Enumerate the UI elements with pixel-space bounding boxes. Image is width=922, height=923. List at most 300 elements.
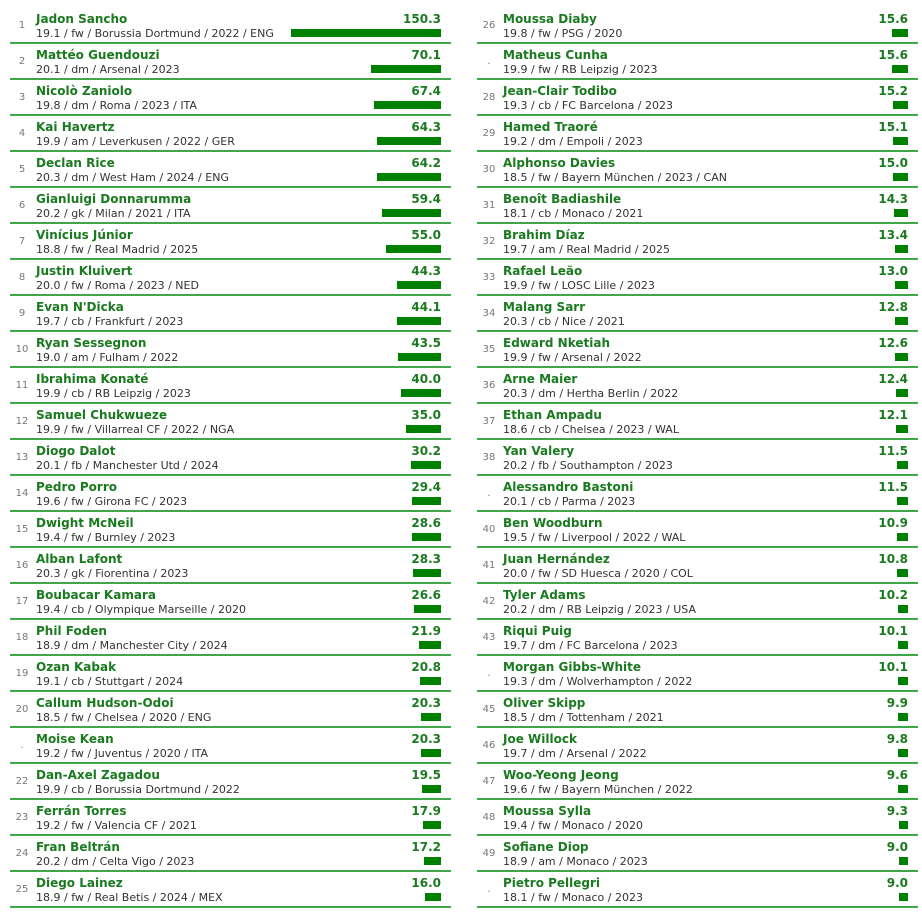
value-bar	[896, 389, 908, 397]
value-label: 15.1	[878, 120, 908, 134]
value-label: 20.3	[411, 696, 441, 710]
rank-label: 11	[15, 380, 29, 391]
rank-label: 33	[482, 272, 496, 283]
player-info: 20.3 / dm / West Ham / 2024 / ENG	[36, 171, 229, 184]
value-label: 9.9	[886, 696, 908, 710]
value-label: 17.9	[411, 804, 441, 818]
player-row	[10, 8, 451, 44]
player-info: 18.5 / fw / Chelsea / 2020 / ENG	[36, 711, 212, 724]
rank-label: 30	[482, 164, 496, 175]
player-info: 20.2 / dm / RB Leipzig / 2023 / USA	[503, 603, 696, 616]
value-bar	[421, 713, 441, 721]
player-info: 19.7 / cb / Frankfurt / 2023	[36, 315, 184, 328]
player-row	[10, 224, 451, 260]
rank-label: 34	[482, 308, 496, 319]
player-info: 18.8 / fw / Real Madrid / 2025	[36, 243, 199, 256]
player-row	[477, 548, 918, 584]
player-name: Pietro Pellegri	[503, 876, 601, 890]
player-row	[10, 548, 451, 584]
player-name: Ferrán Torres	[36, 804, 127, 818]
player-info: 20.1 / cb / Parma / 2023	[503, 495, 636, 508]
value-label: 64.3	[411, 120, 441, 134]
value-label: 13.0	[878, 264, 908, 278]
value-bar	[420, 677, 441, 685]
value-label: 9.8	[886, 732, 908, 746]
value-bar	[401, 389, 441, 397]
player-row	[10, 800, 451, 836]
value-label: 10.1	[878, 624, 908, 638]
player-info: 19.9 / fw / Arsenal / 2022	[503, 351, 642, 364]
value-bar	[406, 425, 441, 433]
rank-label: 20	[15, 704, 29, 715]
player-name: Ozan Kabak	[36, 660, 117, 674]
player-name: Moussa Diaby	[503, 12, 597, 26]
value-label: 26.6	[411, 588, 441, 602]
rank-label: 16	[15, 560, 29, 571]
value-label: 15.0	[878, 156, 908, 170]
rank-label: 24	[15, 848, 29, 859]
player-info: 19.1 / cb / Stuttgart / 2024	[36, 675, 184, 688]
player-row	[477, 152, 918, 188]
rank-label: 38	[482, 452, 496, 463]
player-info: 19.8 / fw / PSG / 2020	[503, 27, 623, 40]
value-bar	[374, 101, 441, 109]
player-name: Morgan Gibbs-White	[503, 660, 642, 674]
player-name: Vinícius Júnior	[36, 228, 133, 242]
player-info: 20.3 / dm / Hertha Berlin / 2022	[503, 387, 679, 400]
player-info: 18.9 / dm / Manchester City / 2024	[36, 639, 228, 652]
player-row	[10, 512, 451, 548]
player-row	[10, 404, 451, 440]
player-name: Benoît Badiashile	[503, 192, 622, 206]
player-info: 19.2 / fw / Juventus / 2020 / ITA	[36, 747, 209, 760]
value-bar	[397, 281, 441, 289]
player-row	[477, 188, 918, 224]
rank-label: 48	[482, 812, 496, 823]
value-label: 15.6	[878, 12, 908, 26]
value-label: 10.8	[878, 552, 908, 566]
value-bar	[413, 569, 441, 577]
value-bar	[398, 353, 441, 361]
value-label: 40.0	[411, 372, 441, 386]
value-label: 12.4	[878, 372, 908, 386]
value-label: 35.0	[411, 408, 441, 422]
rank-label: .	[487, 488, 491, 499]
value-bar	[425, 893, 441, 901]
player-row	[477, 836, 918, 872]
rank-label: .	[487, 884, 491, 895]
player-name: Juan Hernández	[503, 552, 610, 566]
player-info: 18.9 / am / Monaco / 2023	[503, 855, 648, 868]
player-name: Ibrahima Konaté	[36, 372, 149, 386]
rank-label: 25	[15, 884, 29, 895]
player-name: Joe Willock	[503, 732, 577, 746]
player-info: 19.7 / dm / FC Barcelona / 2023	[503, 639, 678, 652]
player-row	[10, 620, 451, 656]
value-label: 12.1	[878, 408, 908, 422]
player-info: 20.3 / gk / Fiorentina / 2023	[36, 567, 189, 580]
player-name: Edward Nketiah	[503, 336, 610, 350]
player-row	[477, 8, 918, 44]
player-row	[477, 764, 918, 800]
player-info: 20.1 / dm / Arsenal / 2023	[36, 63, 180, 76]
value-label: 17.2	[411, 840, 441, 854]
value-bar	[377, 137, 441, 145]
player-row	[10, 44, 451, 80]
player-row	[477, 512, 918, 548]
player-info: 18.5 / fw / Bayern München / 2023 / CAN	[503, 171, 727, 184]
player-name: Tyler Adams	[503, 588, 586, 602]
rank-label: 4	[18, 128, 26, 139]
player-row	[477, 656, 918, 692]
player-row	[477, 440, 918, 476]
rank-label: 28	[482, 92, 496, 103]
rank-label: 9	[18, 308, 26, 319]
value-label: 21.9	[411, 624, 441, 638]
player-info: 19.2 / fw / Valencia CF / 2021	[36, 819, 197, 832]
value-label: 15.6	[878, 48, 908, 62]
player-row	[477, 620, 918, 656]
value-label: 14.3	[878, 192, 908, 206]
player-row	[10, 188, 451, 224]
value-bar	[895, 353, 908, 361]
player-info: 19.9 / fw / Villarreal CF / 2022 / NGA	[36, 423, 235, 436]
value-label: 13.4	[878, 228, 908, 242]
value-label: 70.1	[411, 48, 441, 62]
player-row	[10, 332, 451, 368]
player-info: 20.3 / cb / Nice / 2021	[503, 315, 625, 328]
value-label: 19.5	[411, 768, 441, 782]
value-label: 28.3	[411, 552, 441, 566]
ranking-column-left	[10, 8, 451, 908]
value-bar	[899, 821, 908, 829]
value-bar	[897, 461, 908, 469]
player-row	[477, 260, 918, 296]
value-bar	[377, 173, 441, 181]
rank-label: .	[20, 740, 24, 751]
value-bar	[422, 785, 441, 793]
rank-label: 35	[482, 344, 496, 355]
player-name: Pedro Porro	[36, 480, 117, 494]
rank-label: 47	[482, 776, 496, 787]
player-name: Justin Kluivert	[36, 264, 133, 278]
value-bar	[892, 65, 908, 73]
player-name: Dwight McNeil	[36, 516, 134, 530]
value-label: 16.0	[411, 876, 441, 890]
value-label: 10.9	[878, 516, 908, 530]
rank-label: 12	[15, 416, 29, 427]
player-name: Moise Kean	[36, 732, 114, 746]
player-row	[10, 656, 451, 692]
value-bar	[898, 749, 908, 757]
player-row	[477, 44, 918, 80]
rank-label: 26	[482, 20, 496, 31]
value-bar	[898, 785, 908, 793]
value-bar	[386, 245, 441, 253]
value-label: 10.1	[878, 660, 908, 674]
value-label: 44.1	[411, 300, 441, 314]
player-name: Boubacar Kamara	[36, 588, 156, 602]
rank-label: 42	[482, 596, 496, 607]
value-label: 44.3	[411, 264, 441, 278]
rank-label: 36	[482, 380, 496, 391]
value-bar	[898, 605, 908, 613]
value-label: 59.4	[411, 192, 441, 206]
value-bar	[893, 137, 908, 145]
player-row	[477, 296, 918, 332]
player-name: Ethan Ampadu	[503, 408, 602, 422]
player-name: Riqui Puig	[503, 624, 572, 638]
rank-label: 29	[482, 128, 496, 139]
value-bar	[371, 65, 441, 73]
value-label: 64.2	[411, 156, 441, 170]
player-row	[10, 584, 451, 620]
player-name: Ryan Sessegnon	[36, 336, 147, 350]
rank-label: 49	[482, 848, 496, 859]
rank-label: 14	[15, 488, 29, 499]
value-bar	[899, 893, 908, 901]
player-info: 19.7 / dm / Arsenal / 2022	[503, 747, 647, 760]
player-info: 19.9 / cb / Borussia Dortmund / 2022	[36, 783, 240, 796]
player-name: Malang Sarr	[503, 300, 586, 314]
value-bar	[895, 317, 908, 325]
player-name: Arne Maier	[503, 372, 578, 386]
value-label: 15.2	[878, 84, 908, 98]
player-info: 20.2 / fb / Southampton / 2023	[503, 459, 673, 472]
player-row	[477, 368, 918, 404]
player-info: 19.9 / fw / LOSC Lille / 2023	[503, 279, 655, 292]
player-name: Matheus Cunha	[503, 48, 608, 62]
rank-label: 10	[15, 344, 29, 355]
rank-label: 32	[482, 236, 496, 247]
rank-label: 40	[482, 524, 496, 535]
player-info: 19.7 / am / Real Madrid / 2025	[503, 243, 671, 256]
player-name: Oliver Skipp	[503, 696, 586, 710]
player-info: 18.1 / cb / Monaco / 2021	[503, 207, 644, 220]
player-info: 18.6 / cb / Chelsea / 2023 / WAL	[503, 423, 679, 436]
rank-label: 46	[482, 740, 496, 751]
value-label: 10.2	[878, 588, 908, 602]
value-label: 30.2	[411, 444, 441, 458]
player-row	[10, 80, 451, 116]
value-bar	[898, 677, 908, 685]
value-bar	[291, 29, 441, 37]
value-bar	[419, 641, 441, 649]
rank-label: 45	[482, 704, 496, 715]
player-row	[477, 692, 918, 728]
player-row	[477, 476, 918, 512]
player-row	[477, 800, 918, 836]
player-row	[10, 116, 451, 152]
player-name: Alphonso Davies	[503, 156, 616, 170]
value-label: 11.5	[878, 480, 908, 494]
player-name: Diogo Dalot	[36, 444, 116, 458]
player-name: Declan Rice	[36, 156, 115, 170]
player-name: Jadon Sancho	[36, 12, 128, 26]
value-bar	[424, 857, 441, 865]
rank-label: 19	[15, 668, 29, 679]
rank-label: 6	[18, 200, 26, 211]
player-name: Evan N'Dicka	[36, 300, 124, 314]
player-row	[10, 692, 451, 728]
value-label: 29.4	[411, 480, 441, 494]
player-name: Rafael Leão	[503, 264, 583, 278]
player-info: 19.2 / dm / Empoli / 2023	[503, 135, 643, 148]
player-name: Jean-Clair Todibo	[503, 84, 617, 98]
player-info: 18.5 / dm / Tottenham / 2021	[503, 711, 664, 724]
value-bar	[895, 245, 908, 253]
player-name: Yan Valery	[503, 444, 575, 458]
player-name: Nicolò Zaniolo	[36, 84, 133, 98]
player-name: Callum Hudson-Odoi	[36, 696, 174, 710]
rank-label: 1	[18, 20, 26, 31]
rank-label: 23	[15, 812, 29, 823]
value-label: 9.6	[886, 768, 908, 782]
player-row	[477, 116, 918, 152]
player-row	[10, 836, 451, 872]
player-row	[10, 476, 451, 512]
player-info: 19.8 / dm / Roma / 2023 / ITA	[36, 99, 197, 112]
value-bar	[896, 425, 908, 433]
player-info: 20.2 / dm / Celta Vigo / 2023	[36, 855, 195, 868]
player-row	[477, 80, 918, 116]
value-bar	[895, 281, 908, 289]
player-info: 19.4 / cb / Olympique Marseille / 2020	[36, 603, 246, 616]
rank-label: 43	[482, 632, 496, 643]
value-bar	[412, 533, 441, 541]
rank-label: 5	[18, 164, 26, 175]
player-name: Gianluigi Donnarumma	[36, 192, 192, 206]
player-name: Phil Foden	[36, 624, 107, 638]
player-row	[477, 872, 918, 908]
rank-label: 31	[482, 200, 496, 211]
player-row	[10, 440, 451, 476]
player-info: 18.1 / fw / Monaco / 2023	[503, 891, 643, 904]
player-row	[477, 728, 918, 764]
value-bar	[898, 713, 908, 721]
player-row	[10, 368, 451, 404]
rank-label: 18	[15, 632, 29, 643]
player-name: Alessandro Bastoni	[503, 480, 634, 494]
player-name: Ben Woodburn	[503, 516, 603, 530]
value-bar	[414, 605, 441, 613]
player-name: Dan-Axel Zagadou	[36, 768, 160, 782]
value-label: 55.0	[411, 228, 441, 242]
rank-label: 22	[15, 776, 29, 787]
player-row	[477, 332, 918, 368]
rank-label: 7	[18, 236, 26, 247]
rank-label: 13	[15, 452, 29, 463]
player-row	[10, 872, 451, 908]
player-info: 20.0 / fw / Roma / 2023 / NED	[36, 279, 199, 292]
player-row	[10, 764, 451, 800]
value-label: 67.4	[411, 84, 441, 98]
player-row	[477, 404, 918, 440]
player-row	[10, 260, 451, 296]
player-info: 19.4 / fw / Monaco / 2020	[503, 819, 643, 832]
value-label: 28.6	[411, 516, 441, 530]
value-bar	[382, 209, 441, 217]
player-info: 19.6 / fw / Bayern München / 2022	[503, 783, 693, 796]
player-name: Moussa Sylla	[503, 804, 592, 818]
player-name: Samuel Chukwueze	[36, 408, 167, 422]
rank-label: 8	[18, 272, 26, 283]
rank-label: 41	[482, 560, 496, 571]
player-row	[477, 224, 918, 260]
player-info: 18.9 / fw / Real Betis / 2024 / MEX	[36, 891, 223, 904]
rank-label: 17	[15, 596, 29, 607]
rank-label: .	[487, 668, 491, 679]
value-bar	[397, 317, 441, 325]
value-bar	[893, 173, 908, 181]
player-info: 20.0 / fw / SD Huesca / 2020 / COL	[503, 567, 693, 580]
value-label: 9.0	[886, 840, 908, 854]
ranking-column-right	[477, 8, 918, 908]
value-label: 9.0	[886, 876, 908, 890]
value-bar	[894, 209, 908, 217]
value-bar	[421, 749, 441, 757]
rank-label: 3	[18, 92, 26, 103]
player-info: 19.3 / cb / FC Barcelona / 2023	[503, 99, 674, 112]
player-info: 19.0 / am / Fulham / 2022	[36, 351, 179, 364]
player-info: 20.1 / fb / Manchester Utd / 2024	[36, 459, 219, 472]
player-name: Brahim Díaz	[503, 228, 585, 242]
value-label: 11.5	[878, 444, 908, 458]
player-name: Diego Lainez	[36, 876, 123, 890]
player-row	[10, 296, 451, 332]
value-bar	[412, 497, 441, 505]
player-row	[477, 584, 918, 620]
player-name: Sofiane Diop	[503, 840, 589, 854]
player-name: Hamed Traoré	[503, 120, 598, 134]
player-info: 19.9 / fw / RB Leipzig / 2023	[503, 63, 658, 76]
value-label: 150.3	[403, 12, 441, 26]
player-info: 19.5 / fw / Liverpool / 2022 / WAL	[503, 531, 686, 544]
value-bar	[892, 29, 908, 37]
value-label: 20.3	[411, 732, 441, 746]
player-info: 20.2 / gk / Milan / 2021 / ITA	[36, 207, 191, 220]
player-name: Kai Havertz	[36, 120, 115, 134]
value-bar	[898, 641, 908, 649]
value-bar	[897, 569, 908, 577]
player-row	[10, 728, 451, 764]
player-info: 19.4 / fw / Burnley / 2023	[36, 531, 176, 544]
value-bar	[899, 857, 908, 865]
rank-label: 37	[482, 416, 496, 427]
player-info: 19.1 / fw / Borussia Dortmund / 2022 / ENG	[36, 27, 274, 40]
value-label: 12.8	[878, 300, 908, 314]
player-name: Alban Lafont	[36, 552, 123, 566]
rank-label: 15	[15, 524, 29, 535]
player-info: 19.6 / fw / Girona FC / 2023	[36, 495, 188, 508]
value-bar	[423, 821, 441, 829]
player-info: 19.9 / am / Leverkusen / 2022 / GER	[36, 135, 235, 148]
player-row	[10, 152, 451, 188]
player-name: Woo-Yeong Jeong	[503, 768, 619, 782]
rank-label: .	[487, 56, 491, 67]
value-label: 20.8	[411, 660, 441, 674]
rank-label: 2	[18, 56, 26, 67]
value-bar	[897, 497, 908, 505]
value-label: 43.5	[411, 336, 441, 350]
value-bar	[897, 533, 908, 541]
player-info: 19.3 / dm / Wolverhampton / 2022	[503, 675, 693, 688]
value-label: 12.6	[878, 336, 908, 350]
value-bar	[411, 461, 441, 469]
value-bar	[893, 101, 908, 109]
player-name: Mattéo Guendouzi	[36, 48, 160, 62]
player-name: Fran Beltrán	[36, 840, 120, 854]
